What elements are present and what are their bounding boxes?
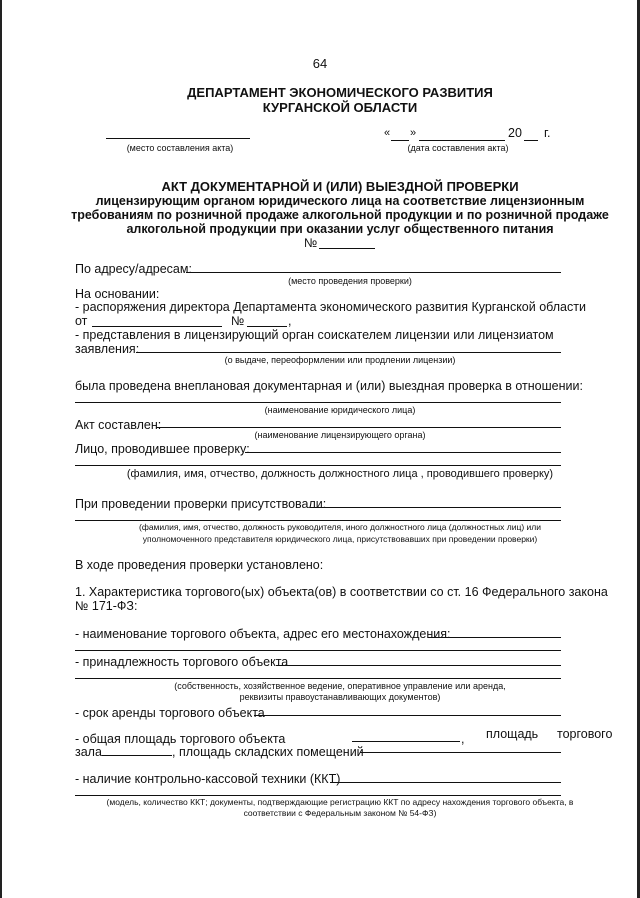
object-name-label: - наименование торгового объекта, адрес его местонахождения:	[75, 627, 451, 641]
trade-area-underline	[102, 755, 172, 756]
department-line-2: КУРГАНСКОЙ ОБЛАСТИ	[262, 100, 418, 115]
address-caption: (место проведения проверки)	[288, 276, 412, 286]
compiled-underline	[156, 427, 561, 428]
date-open-quote: «	[384, 127, 391, 139]
object-name-underline-1	[428, 637, 561, 638]
ownership-underline-2	[75, 678, 561, 679]
kkt-underline-1	[330, 782, 561, 783]
basis-order-text: - распоряжения директора Департамента экономического развития Курганской области	[75, 300, 586, 314]
basis-label: На основании:	[75, 287, 160, 301]
ownership-caption-1: (собственность, хозяйственное ведение, оперативное управление или аренда,	[174, 681, 506, 691]
date-day-underline	[391, 140, 409, 141]
act-title: АКТ ДОКУМЕНТАРНОЙ И (ИЛИ) ВЫЕЗДНОЙ ПРОВЕРКИ	[161, 179, 519, 194]
compiled-label: Акт составлен:	[75, 418, 162, 432]
ownership-label: - принадлежность торгового объекта	[75, 655, 289, 669]
inspection-caption: (наименование юридического лица)	[264, 405, 416, 415]
total-area-underline	[352, 741, 460, 742]
storage-area-underline	[360, 752, 561, 753]
page-number: 64	[312, 56, 328, 71]
basis-order-number-underline	[247, 326, 287, 327]
basis-application-text: - представления в лицензирующий орган соискателем лицензии или лицензиатом	[75, 328, 554, 342]
act-number-sign: №	[304, 236, 318, 250]
date-caption: (дата составления акта)	[407, 143, 509, 153]
inspection-underline	[75, 402, 561, 403]
basis-order-date-underline	[92, 326, 222, 327]
date-year-suffix: г.	[544, 126, 551, 140]
present-caption-1: (фамилия, имя, отчество, должность руководителя, иного должностного лица (должностных лиц) или	[139, 522, 541, 532]
date-year-underline	[524, 140, 538, 141]
established-text: В ходе проведения проверки установлено:	[75, 558, 324, 572]
inspector-underline-1	[245, 452, 561, 453]
act-subtitle-line-3: алкогольной продукции при оказании услуг общественного питания	[126, 222, 554, 236]
act-number-underline	[319, 248, 375, 249]
present-caption-2: уполномоченного представителя юридического лица, присутствовавших при проведении проверки)	[142, 534, 538, 544]
storage-area-label: , площадь складских помещений	[172, 745, 364, 759]
kkt-caption-2: соответствии с Федеральным законом № 54-ФЗ)	[243, 808, 437, 818]
act-subtitle-line-2: требованиям по розничной продаже алкогольной продукции и по розничной продаже	[71, 208, 609, 222]
inspector-underline-2	[75, 465, 561, 466]
present-underline-2	[75, 520, 561, 521]
present-label: При проведении проверки присутствовали:	[75, 497, 327, 511]
basis-order-number-sign: №	[231, 314, 245, 328]
place-caption: (место составления акта)	[126, 143, 234, 153]
basis-order-from: от	[75, 314, 88, 328]
total-area-comma: ,	[461, 732, 465, 746]
basis-application-caption: (о выдаче, переоформлении или продлении лицензии)	[224, 355, 456, 365]
inspection-text: была проведена внеплановая документарная и (или) выездная проверка в отношении:	[75, 379, 583, 393]
address-label: По адресу/адресам:	[75, 262, 192, 276]
ownership-underline-1	[276, 665, 561, 666]
trade-area-word: площадь	[486, 727, 539, 741]
inspector-caption: (фамилия, имя, отчество, должность должностного лица , проводившего проверку)	[126, 468, 554, 480]
inspector-label: Лицо, проводившее проверку:	[75, 442, 250, 456]
kkt-label: - наличие контрольно-кассовой техники (ККТ)	[75, 772, 341, 786]
place-underline	[106, 138, 250, 139]
ownership-caption-2: реквизиты правоустанавливающих документов)	[239, 692, 441, 702]
total-area-label: - общая площадь торгового объекта	[75, 732, 286, 746]
act-subtitle-line-1: лицензирующим органом юридического лица на соответствие лицензионным	[95, 194, 585, 208]
trade-area-zala: зала	[75, 745, 102, 759]
basis-application-underline	[136, 352, 561, 353]
kkt-caption-1: (модель, количество ККТ; документы, подтверждающие регистрацию ККТ по адресу нахождения торгового объекта, в	[106, 797, 574, 807]
address-underline	[186, 272, 561, 273]
date-month-underline	[419, 140, 505, 141]
lease-label: - срок аренды торгового объекта	[75, 706, 265, 720]
department-line-1: ДЕПАРТАМЕНТ ЭКОНОМИЧЕСКОГО РАЗВИТИЯ	[187, 85, 493, 100]
object-name-underline-2	[75, 650, 561, 651]
trade-area-trade: торгового	[557, 727, 613, 741]
left-scan-edge	[0, 0, 2, 898]
compiled-caption: (наименование лицензирующего органа)	[254, 430, 426, 440]
basis-order-comma: ,	[288, 314, 292, 328]
date-close-quote: »	[410, 127, 417, 139]
basis-application-label: заявления:	[75, 342, 140, 356]
kkt-underline-2	[75, 795, 561, 796]
section-1-line-1: 1. Характеристика торгового(ых) объекта(ов) в соответствии со ст. 16 Федерального закона	[75, 585, 608, 599]
present-underline-1	[310, 507, 561, 508]
section-1-line-2: № 171-ФЗ:	[75, 599, 138, 613]
lease-underline	[254, 715, 561, 716]
date-year-prefix: 20	[508, 126, 522, 140]
